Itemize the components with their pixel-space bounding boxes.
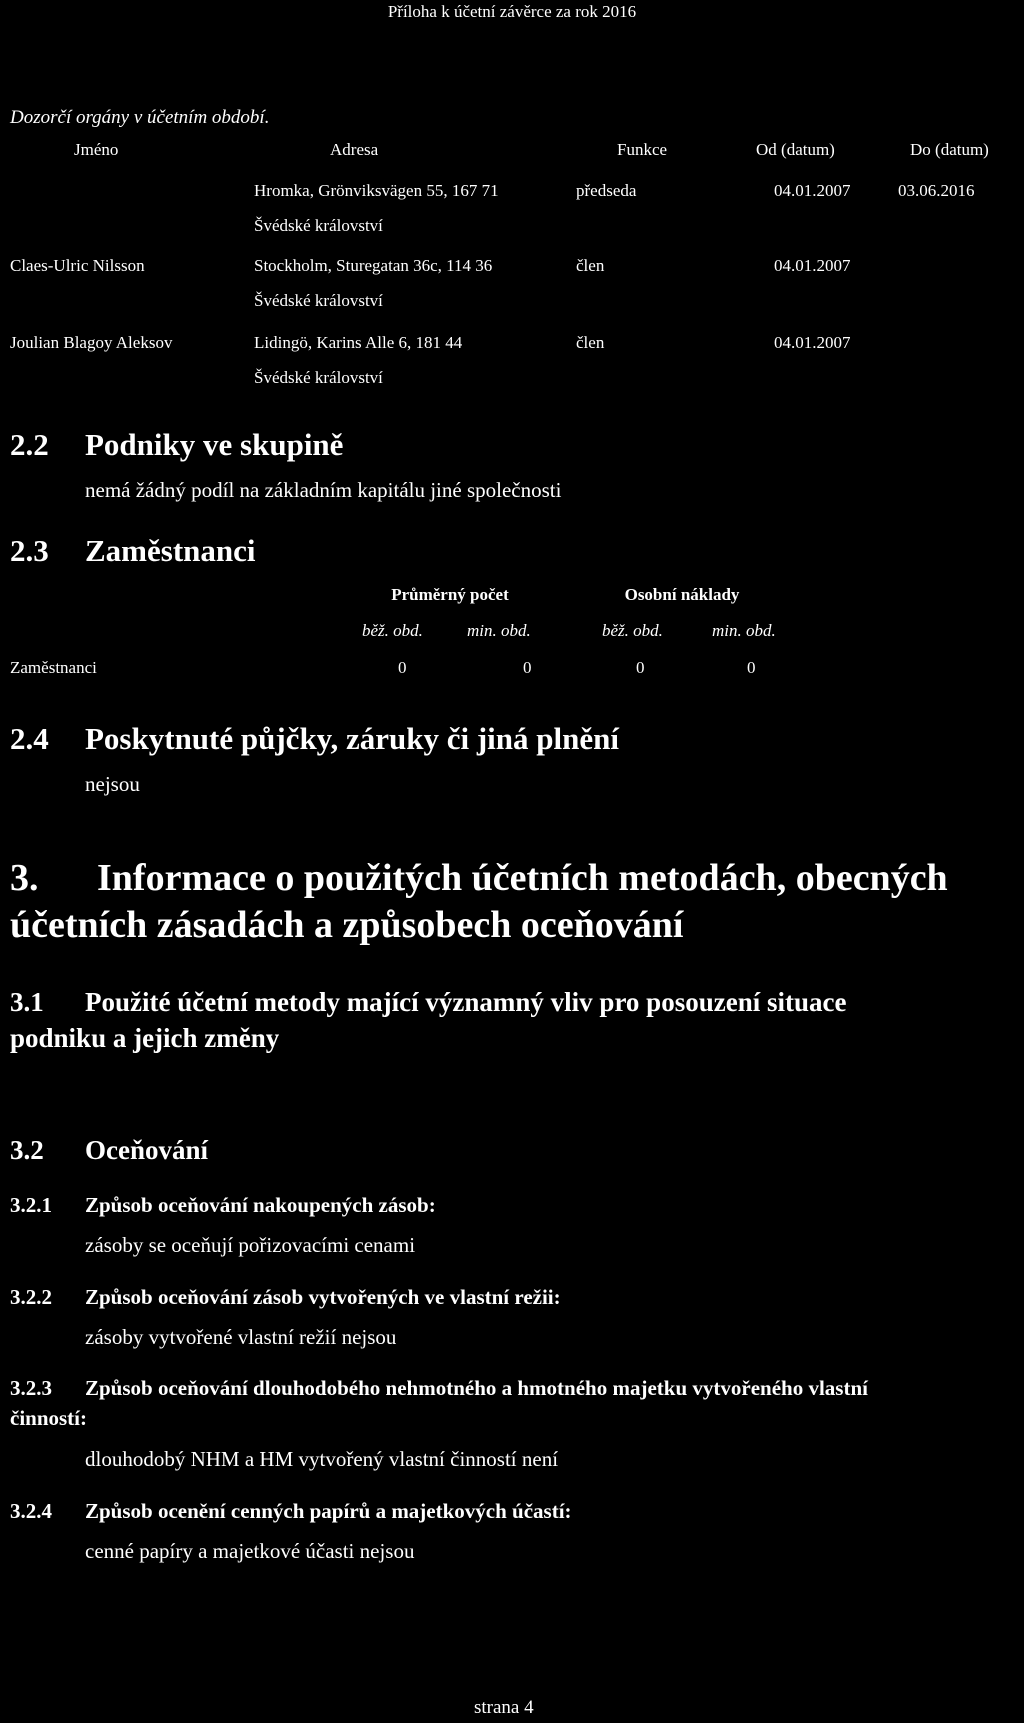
table-cell: 0 bbox=[398, 658, 407, 677]
member-address: Stockholm, Sturegatan 36c, 114 36 bbox=[254, 256, 493, 275]
table-cell: 0 bbox=[523, 658, 532, 677]
member-from: 04.01.2007 bbox=[774, 256, 851, 275]
section-3-1-number: 3.1 bbox=[10, 987, 44, 1017]
section-2-3-number: 2.3 bbox=[10, 533, 49, 568]
col-sub-current: běž. obd. bbox=[602, 621, 663, 640]
member-to: 03.06.2016 bbox=[898, 181, 975, 200]
member-name: Claes-Ulric Nilsson bbox=[10, 256, 145, 275]
section-3-1-title: Použité účetní metody mající významný vliv pro posouzení situace bbox=[85, 987, 847, 1017]
row-label: Zaměstnanci bbox=[10, 658, 97, 677]
col-group-avg-count: Průměrný počet bbox=[391, 585, 509, 604]
section-2-2-text: nemá žádný podíl na základním kapitálu jiné společnosti bbox=[85, 478, 562, 502]
section-3-2-number: 3.2 bbox=[10, 1135, 44, 1165]
table-cell: 0 bbox=[747, 658, 756, 677]
section-3-2-3-title-line2: činností: bbox=[10, 1406, 88, 1430]
section-3-2-2-text: zásoby vytvořené vlastní režií nejsou bbox=[85, 1325, 397, 1349]
section-2-3-title: Zaměstnanci bbox=[85, 533, 256, 568]
member-from: 04.01.2007 bbox=[774, 333, 851, 352]
member-role: člen bbox=[576, 256, 605, 275]
section-3-2-3-text: dlouhodobý NHM a HM vytvořený vlastní činností není bbox=[85, 1447, 559, 1471]
member-from: 04.01.2007 bbox=[774, 181, 851, 200]
section-3-1-title-line2: podniku a jejich změny bbox=[10, 1023, 280, 1053]
col-header-role: Funkce bbox=[617, 140, 668, 159]
section-2-4-text: nejsou bbox=[85, 772, 140, 796]
section-3-2-4-number: 3.2.4 bbox=[10, 1499, 52, 1523]
table-cell: 0 bbox=[636, 658, 645, 677]
page-header: Příloha k účetní závěrce za rok 2016 bbox=[387, 2, 637, 21]
section-3-2-2-title: Způsob oceňování zásob vytvořených ve vlastní režii: bbox=[85, 1285, 561, 1309]
section-3-2-1-title: Způsob oceňování nakoupených zásob: bbox=[85, 1193, 436, 1217]
member-role: člen bbox=[576, 333, 605, 352]
col-header-to: Do (datum) bbox=[910, 140, 989, 159]
section-2-4-title: Poskytnuté půjčky, záruky či jiná plnění bbox=[85, 721, 619, 756]
supervisory-title: Dozorčí orgány v účetním období. bbox=[10, 107, 270, 128]
member-country: Švédské království bbox=[254, 368, 383, 387]
col-sub-current: běž. obd. bbox=[362, 621, 423, 640]
col-sub-previous: min. obd. bbox=[712, 621, 776, 640]
col-sub-previous: min. obd. bbox=[467, 621, 531, 640]
section-2-2-number: 2.2 bbox=[10, 427, 49, 462]
member-role: předseda bbox=[576, 181, 637, 200]
member-name: Joulian Blagoy Aleksov bbox=[10, 333, 173, 352]
col-group-personnel-costs: Osobní náklady bbox=[624, 585, 740, 604]
member-country: Švédské království bbox=[254, 216, 383, 235]
section-3-2-1-text: zásoby se oceňují pořizovacími cenami bbox=[85, 1233, 416, 1257]
section-3-2-4-text: cenné papíry a majetkové účasti nejsou bbox=[85, 1539, 415, 1563]
section-3-title: Informace o použitých účetních metodách, obecných bbox=[97, 857, 948, 899]
section-3-title-line2: účetních zásadách a způsobech oceňování bbox=[10, 904, 684, 946]
col-header-address: Adresa bbox=[330, 140, 379, 159]
section-2-4-number: 2.4 bbox=[10, 721, 49, 756]
section-3-2-3-title: Způsob oceňování dlouhodobého nehmotného a hmotného majetku vytvořeného vlastní bbox=[85, 1376, 868, 1400]
page-number: strana 4 bbox=[474, 1697, 534, 1718]
col-header-from: Od (datum) bbox=[756, 140, 835, 159]
section-3-2-3-number: 3.2.3 bbox=[10, 1376, 52, 1400]
member-address: Lidingö, Karins Alle 6, 181 44 bbox=[254, 333, 463, 352]
section-3-2-title: Oceňování bbox=[85, 1135, 209, 1165]
section-3-2-2-number: 3.2.2 bbox=[10, 1285, 52, 1309]
member-address: Hromka, Grönviksvägen 55, 167 71 bbox=[254, 181, 499, 200]
section-3-number: 3. bbox=[10, 857, 39, 899]
section-3-2-1-number: 3.2.1 bbox=[10, 1193, 52, 1217]
member-country: Švédské království bbox=[254, 291, 383, 310]
col-header-name: Jméno bbox=[74, 140, 119, 159]
section-2-2-title: Podniky ve skupině bbox=[85, 427, 344, 462]
section-3-2-4-title: Způsob ocenění cenných papírů a majetkových účastí: bbox=[85, 1499, 572, 1523]
